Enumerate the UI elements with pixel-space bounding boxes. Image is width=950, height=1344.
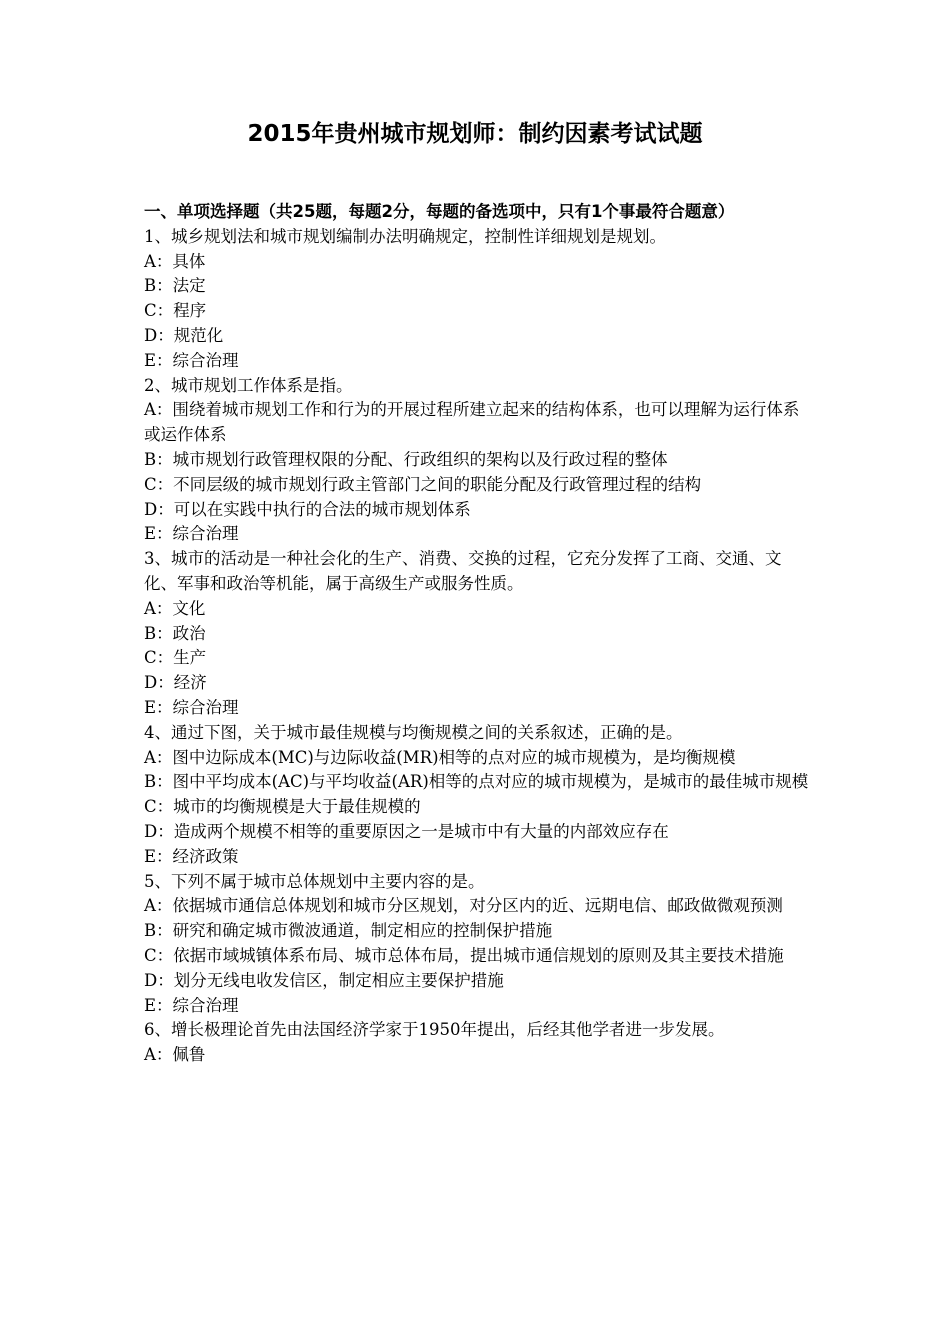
- option-a: A：图中边际成本(MC)与边际收益(MR)相等的点对应的城市规模为，是均衡规模: [144, 747, 736, 767]
- option-c: C：程序: [144, 301, 207, 321]
- option-c: C：依据市域城镇体系布局、城市总体布局，提出城市通信规划的原则及其主要技术措施: [144, 945, 784, 965]
- option-b: B：法定: [144, 276, 206, 296]
- option-a: A：佩鲁: [144, 1045, 206, 1065]
- option-a: A：依据城市通信总体规划和城市分区规划，对分区内的近、远期电信、邮政做微观预测: [144, 896, 783, 916]
- option-a: A：文化: [144, 598, 206, 618]
- question-1: [144, 225, 812, 374]
- question-3: [144, 547, 812, 721]
- question-4: [144, 721, 812, 870]
- option-a: A：具体: [144, 251, 206, 271]
- option-b: B：图中平均成本(AC)与平均收益(AR)相等的点对应的城市规模为，是城市的最佳城市规模: [144, 772, 809, 792]
- option-e: E：综合治理: [144, 524, 239, 544]
- option-e: E：经济政策: [144, 846, 239, 866]
- question-stem: 4、通过下图，关于城市最佳规模与均衡规模之间的关系叙述，正确的是。: [144, 722, 683, 742]
- question-stem: 2、城市规划工作体系是指。: [144, 375, 353, 395]
- document-body: [144, 200, 812, 1068]
- question-stem: 5、下列不属于城市总体规划中主要内容的是。: [144, 871, 485, 891]
- option-e: E：综合治理: [144, 697, 239, 717]
- option-b: B：研究和确定城市微波通道，制定相应的控制保护措施: [144, 921, 553, 941]
- option-e: E：综合治理: [144, 350, 239, 370]
- option-d: D：划分无线电收发信区，制定相应主要保护措施: [144, 970, 504, 990]
- section-heading: 一、单项选择题（共25题，每题2分，每题的备选项中，只有1个事最符合题意）: [144, 202, 735, 221]
- question-6: [144, 1018, 812, 1068]
- option-c: C：生产: [144, 648, 207, 668]
- option-e: E：综合治理: [144, 995, 239, 1015]
- question-2: [144, 374, 812, 548]
- document-title: 2015年贵州城市规划师：制约因素考试试题: [247, 121, 703, 147]
- question-stem: 3、城市的活动是一种社会化的生产、消费、交换的过程，它充分发挥了工商、交通、文化、军事和政治等机能，属于高级生产或服务性质。: [144, 549, 782, 593]
- question-5: [144, 870, 812, 1019]
- option-d: D：可以在实践中执行的合法的城市规划体系: [144, 499, 471, 519]
- option-c: C：城市的均衡规模是大于最佳规模的: [144, 797, 421, 817]
- option-b: B：政治: [144, 623, 206, 643]
- option-d: D：规范化: [144, 325, 224, 345]
- option-d: D：经济: [144, 673, 207, 693]
- question-stem: 6、增长极理论首先由法国经济学家于1950年提出，后经其他学者进一步发展。: [144, 1020, 725, 1040]
- option-c: C：不同层级的城市规划行政主管部门之间的职能分配及行政管理过程的结构: [144, 474, 702, 494]
- question-stem: 1、城乡规划法和城市规划编制办法明确规定，控制性详细规划是规划。: [144, 226, 666, 246]
- option-b: B：城市规划行政管理权限的分配、行政组织的架构以及行政过程的整体: [144, 449, 668, 469]
- option-d: D：造成两个规模不相等的重要原因之一是城市中有大量的内部效应存在: [144, 821, 669, 841]
- option-a: A：围绕着城市规划工作和行为的开展过程所建立起来的结构体系，也可以理解为运行体系或运作体系: [144, 400, 800, 445]
